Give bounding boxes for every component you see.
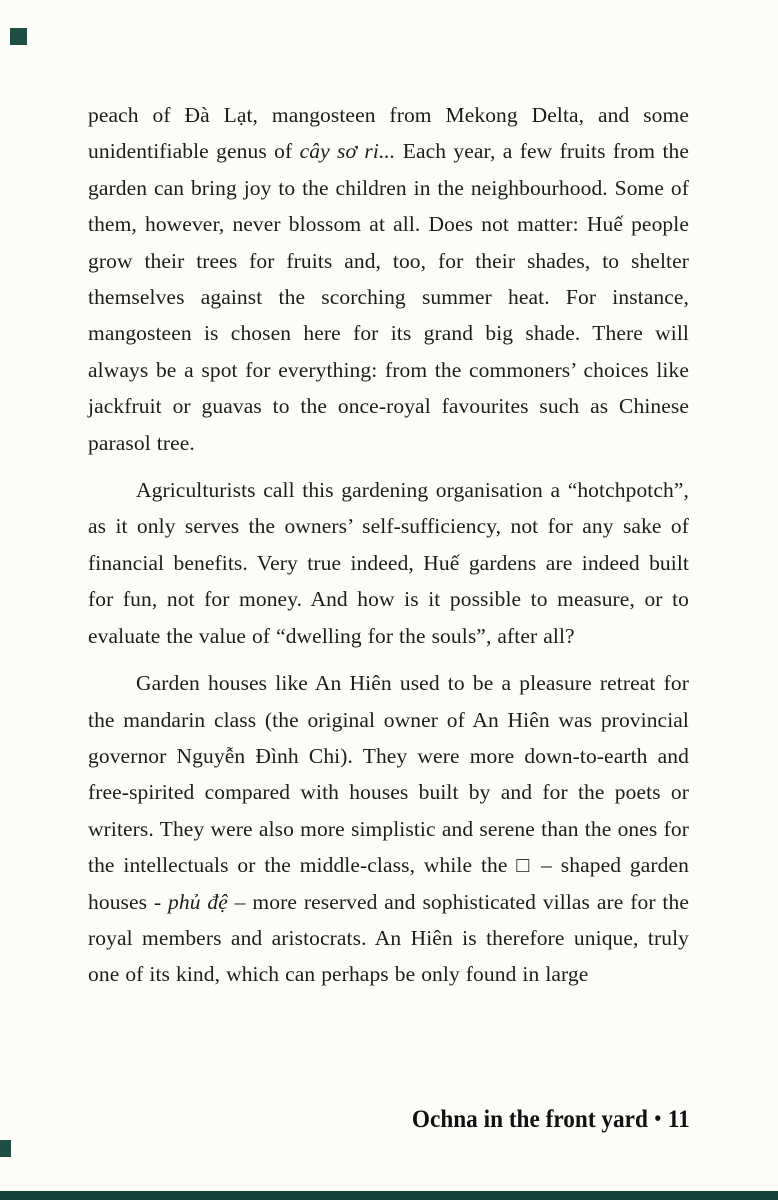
paragraph xyxy=(88,472,689,654)
text-run: – more reserved and sophisticated villas are for the royal members and aristocrats. An Hiên is therefore unique, truly one of its kind, which can perhaps be only found in large xyxy=(88,889,689,987)
footer-separator-bullet: • xyxy=(654,1106,662,1130)
page-text xyxy=(88,97,689,1004)
italic-text-run: phủ đệ xyxy=(168,889,228,914)
paragraph xyxy=(88,97,689,461)
text-run: Each year, a few fruits from the garden can bring joy to the children in the neighbourhood. Some of them, however, never blossom at all. Does not matter: Huế people grow their trees for fruits and, too, for their shades, to shelter themselves against the scorching summer heat. For instance, mangosteen is chosen here for its grand big shade. There will always be a spot for everything: from the commoners’ choices like jackfruit or guavas to the once-royal favourites such as Chinese parasol tree. xyxy=(88,139,690,455)
bottom-edge-bar xyxy=(0,1191,778,1200)
running-title: Ochna in the front yard xyxy=(412,1106,649,1133)
text-run: peach of Đà Lạt, mangosteen from Mekong Delta, and some unidentifiable genus of xyxy=(88,103,689,164)
paragraph xyxy=(88,665,689,993)
text-run: Garden houses like An Hiên used to be a pleasure retreat for the mandarin class (the original owner of An Hiên was provincial governor Nguyễn Đình Chi). They were more down-to-earth and free-spirited compared with houses built by and for the poets or writers. They were also more simplistic and serene than the ones for the intellectuals or the middle-class, while the □ – shaped garden houses - xyxy=(88,671,689,914)
page-footer xyxy=(412,1106,690,1134)
corner-mark-top-left xyxy=(10,28,27,45)
text-run: Agriculturists call this gardening organisation a “hotchpotch”, as it only serves the owners’ self-sufficiency, not for any sake of financial benefits. Very true indeed, Huế gardens are indeed built for fun, not for money. And how is it possible to measure, or to evaluate the value of “dwelling for the souls”, after all? xyxy=(88,478,689,648)
edge-mark-bottom-left xyxy=(0,1140,11,1157)
page-number: 11 xyxy=(668,1106,690,1133)
italic-text-run: cây sơ ri... xyxy=(299,139,396,164)
